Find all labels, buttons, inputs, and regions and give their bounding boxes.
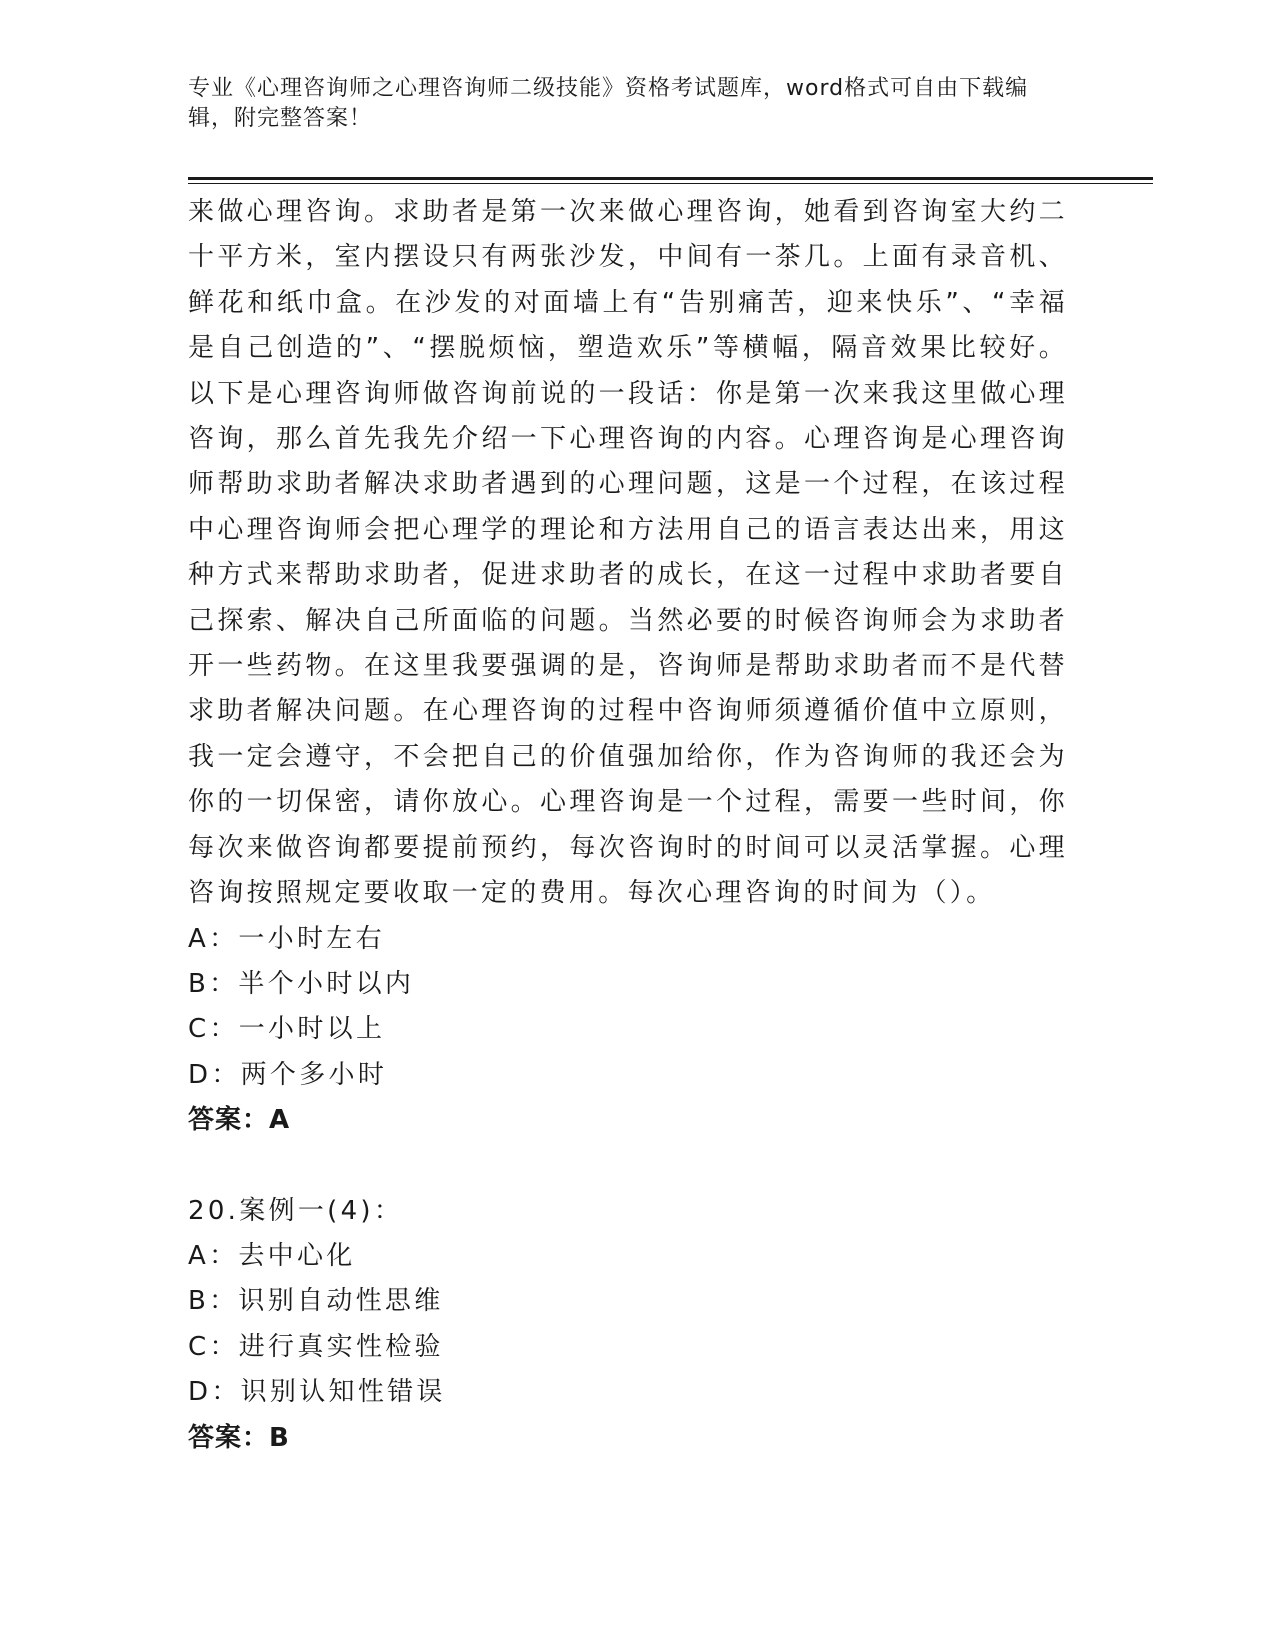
header-title: 专业《心理咨询师之心理咨询师二级技能》资格考试题库，word格式可自由下载编辑，附完整答案！ — [188, 76, 1029, 131]
header-divider-thin — [188, 183, 1153, 184]
option-b: B：识别自动性思维 — [188, 1286, 444, 1317]
answer: 答案：A — [188, 1105, 291, 1136]
document-body — [188, 190, 1068, 1461]
option-b: B：半个小时以内 — [188, 968, 415, 999]
option-a: A：一小时左右 — [188, 923, 385, 954]
question-spacer — [188, 1144, 1068, 1189]
question-stem: 来做心理咨询。求助者是第一次来做心理咨询，她看到咨询室大约二十平方米，室内摆设只有两张沙发，中间有一茶几。上面有录音机、鲜花和纸巾盒。在沙发的对面墙上有“告别痛苦，迎来快乐”、“幸福是自己创造的”、“摆脱烦恼，塑造欢乐”等横幅，隔音效果比较好。以下是心理咨询师做咨询前说的一段话：你是第一次来我这里做心理咨询，那么首先我先介绍一下心理咨询的内容。心理咨询是心理咨询师帮助求助者解决求助者遇到的心理问题，这是一个过程，在该过程中心理咨询师会把心理学的理论和方法用自己的语言表达出来，用这种方式来帮助求助者，促进求助者的成长，在这一过程中求助者要自己探索、解决自己所面临的问题。当然必要的时候咨询师会为求助者开一些药物。在这里我要强调的是，咨询师是帮助求助者而不是代替求助者解决问题。在心理咨询的过程中咨询师须遵循价值中立原则，我一定会遵守，不会把自己的价值强加给你，作为咨询师的我还会为你的一切保密，请你放心。心理咨询是一个过程，需要一些时间，你每次来做咨询都要提前预约，每次咨询时的时间可以灵活掌握。心理咨询按照规定要收取一定的费用。每次心理咨询的时间为（）。 — [188, 197, 1068, 909]
option-d: D：两个多小时 — [188, 1059, 388, 1090]
option-a: A：去中心化 — [188, 1240, 356, 1271]
option-c: C：进行真实性检验 — [188, 1331, 444, 1362]
question-19 — [188, 190, 1068, 1144]
option-c: C：一小时以上 — [188, 1014, 386, 1045]
answer: 答案：B — [188, 1422, 290, 1453]
question-stem: 20.案例一(4)： — [188, 1195, 404, 1226]
question-20 — [188, 1189, 1068, 1461]
header-divider-thick — [188, 177, 1153, 180]
document-header — [188, 74, 1068, 134]
option-d: D：识别认知性错误 — [188, 1377, 446, 1408]
